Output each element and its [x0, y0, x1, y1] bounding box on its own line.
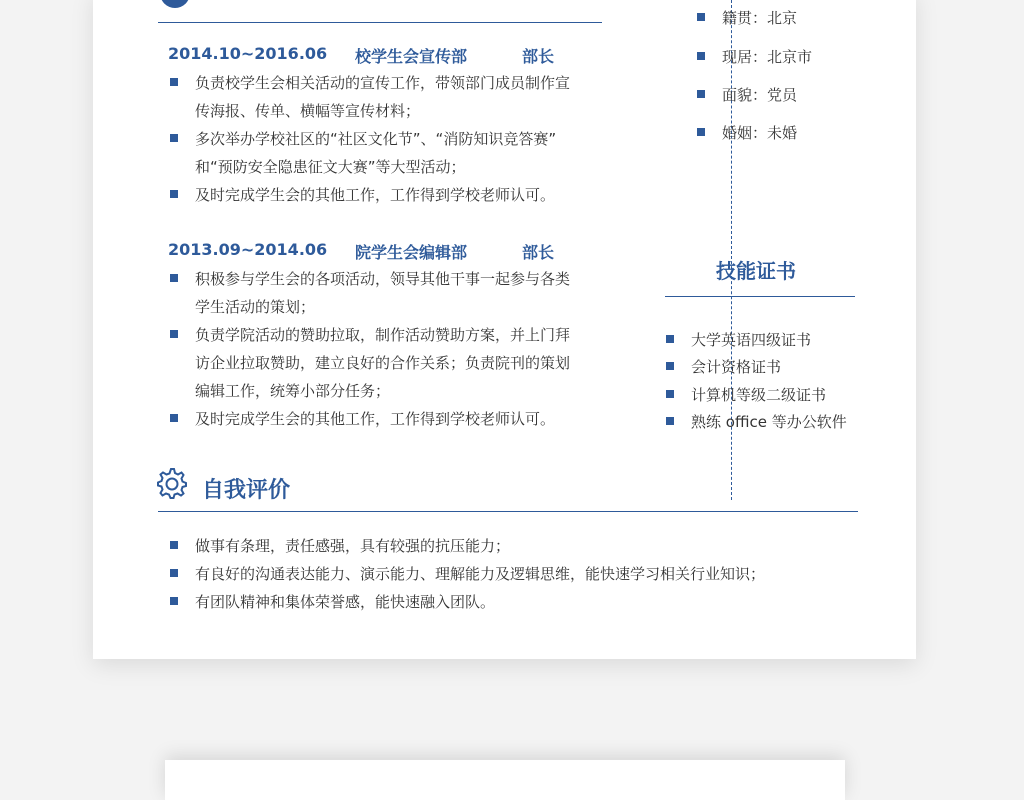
- bullet-icon: [697, 13, 705, 21]
- entry-line: 负责学院活动的赞助拉取，制作活动赞助方案，并上门拜: [195, 326, 571, 344]
- info-birthplace: 籍贯：北京: [722, 9, 798, 27]
- bullet-icon: [697, 90, 705, 98]
- entry-role: 部长: [522, 243, 555, 262]
- self-eval-item: 有良好的沟通表达能力、演示能力、理解能力及逻辑思维，能快速学习相关行业知识；: [195, 565, 766, 583]
- info-marital-status: 婚姻：未婚: [722, 124, 798, 142]
- entry-role: 部长: [522, 47, 555, 66]
- skill-item: 熟练 office 等办公软件: [691, 413, 847, 431]
- bullet-icon: [666, 417, 674, 425]
- bullet-icon: [666, 390, 674, 398]
- bullet-icon: [697, 52, 705, 60]
- bullet-icon: [170, 274, 178, 282]
- bullet-icon: [697, 128, 705, 136]
- skill-item: 会计资格证书: [691, 358, 782, 376]
- entry-line: 及时完成学生会的其他工作，工作得到学校老师认可。: [195, 186, 556, 204]
- skills-divider: [665, 296, 855, 297]
- info-residence: 现居：北京市: [722, 48, 813, 66]
- self-eval-divider: [158, 511, 858, 512]
- bullet-icon: [170, 190, 178, 198]
- bullet-icon: [170, 541, 178, 549]
- skills-title: 技能证书: [716, 259, 796, 283]
- bullet-icon: [170, 330, 178, 338]
- self-eval-title: 自我评价: [202, 478, 291, 503]
- next-resume-page: [165, 760, 845, 800]
- bullet-icon: [170, 569, 178, 577]
- info-political-status: 面貌：党员: [722, 86, 798, 104]
- entry-line: 编辑工作，统筹小部分任务；: [195, 382, 391, 400]
- entry-date: 2013.09~2014.06: [168, 240, 328, 259]
- skill-item: 大学英语四级证书: [691, 331, 812, 349]
- bullet-icon: [170, 597, 178, 605]
- bullet-icon: [170, 134, 178, 142]
- skill-item: 计算机等级二级证书: [691, 386, 827, 404]
- self-eval-item: 做事有条理，责任感强，具有较强的抗压能力；: [195, 537, 511, 555]
- entry-organization: 院学生会编辑部: [355, 243, 468, 262]
- entry-line: 及时完成学生会的其他工作，工作得到学校老师认可。: [195, 410, 556, 428]
- bullet-icon: [666, 335, 674, 343]
- entry-line: 负责校学生会相关活动的宣传工作，带领部门成员制作宣: [195, 74, 571, 92]
- entry-line: 传海报、传单、横幅等宣传材料；: [195, 102, 421, 120]
- entry-line: 和“预防安全隐患征文大赛”等大型活动；: [195, 158, 466, 176]
- entry-line: 多次举办学校社区的“社区文化节”、“消防知识竞答赛”: [195, 130, 557, 148]
- entry-date: 2014.10~2016.06: [168, 44, 328, 63]
- entry-line: 访企业拉取赞助，建立良好的合作关系；负责院刊的策划: [195, 354, 571, 372]
- self-eval-item: 有团队精神和集体荣誉感，能快速融入团队。: [195, 593, 496, 611]
- entry-line: 积极参与学生会的各项活动，领导其他干事一起参与各类: [195, 270, 571, 288]
- bullet-icon: [666, 362, 674, 370]
- experience-divider: [158, 22, 602, 23]
- gear-icon: [155, 467, 189, 501]
- bullet-icon: [170, 78, 178, 86]
- entry-line: 学生活动的策划；: [195, 298, 316, 316]
- bullet-icon: [170, 414, 178, 422]
- entry-organization: 校学生会宣传部: [355, 47, 468, 66]
